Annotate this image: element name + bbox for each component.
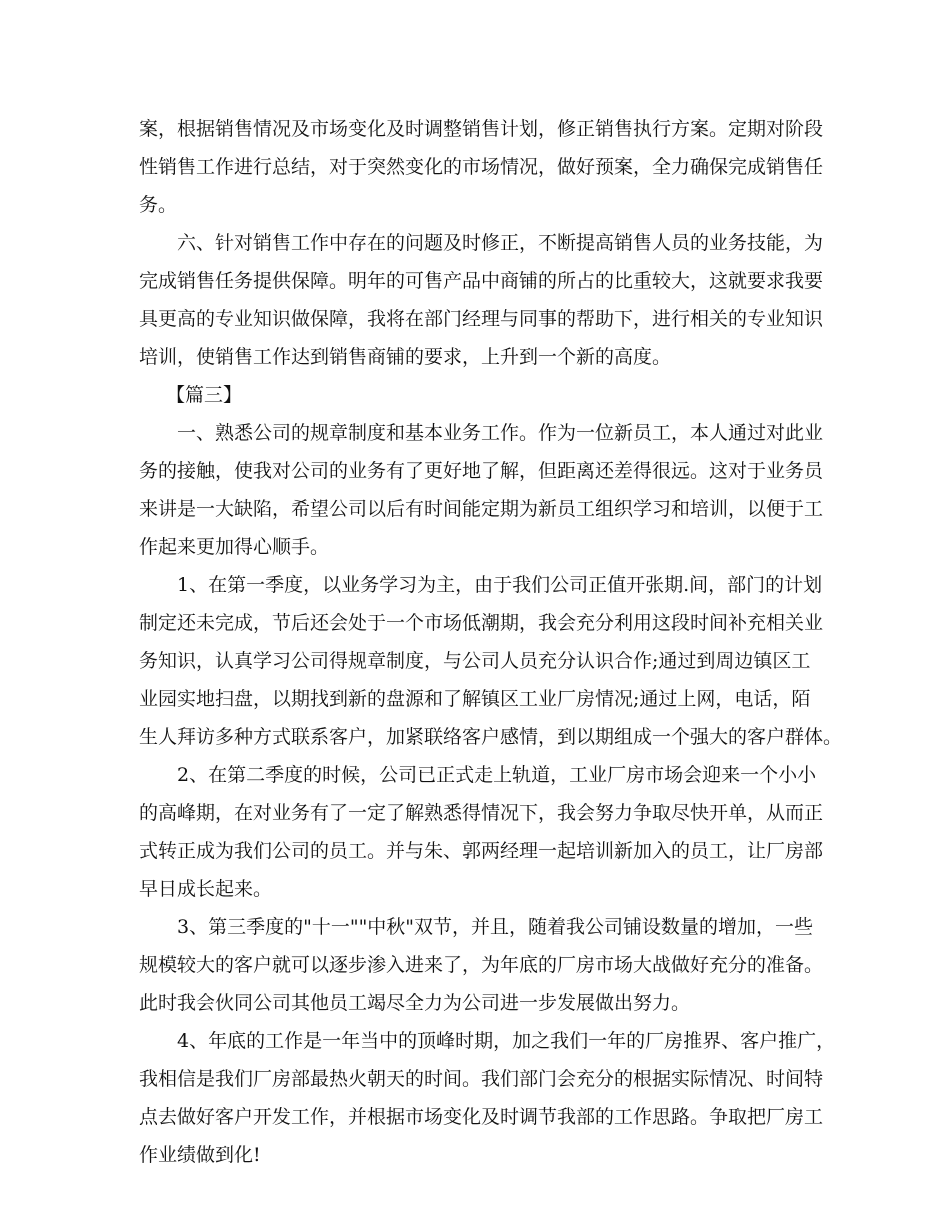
text-line: 一、熟悉公司的规章制度和基本业务工作。作为一位新员工，本人通过对此业 xyxy=(177,422,824,444)
text-line: 务的接触，使我对公司的业务有了更好地了解，但距离还差得很远。这对于业务员 xyxy=(139,460,824,482)
section-heading: 【篇三】 xyxy=(166,384,243,406)
text-line: 完成销售任务提供保障。明年的可售产品中商铺的所占的比重较大，这就要求我要 xyxy=(139,270,824,292)
text-line: 务。 xyxy=(139,194,178,216)
text-line: 3、第三季度的"十一""中秋"双节，并且，随着我公司铺设数量的增加，一些 xyxy=(177,916,814,938)
text-line: 作业绩做到化! xyxy=(139,1144,261,1166)
text-line: 1、在第一季度，以业务学习为主，由于我们公司正值开张期.间，部门的计划 xyxy=(177,574,823,596)
text-line: 规模较大的客户就可以逐步渗入进来了，为年底的厂房市场大战做好充分的准备。 xyxy=(139,954,824,976)
text-line: 来讲是一大缺陷，希望公司以后有时间能定期为新员工组织学习和培训，以便于工 xyxy=(139,498,824,520)
text-line: 性销售工作进行总结，对于突然变化的市场情况，做好预案，全力确保完成销售任 xyxy=(139,156,824,178)
text-line: 培训，使销售工作达到销售商铺的要求，上升到一个新的高度。 xyxy=(139,346,672,368)
text-line: 案，根据销售情况及市场变化及时调整销售计划，修正销售执行方案。定期对阶段 xyxy=(139,118,824,140)
text-line: 具更高的专业知识做保障，我将在部门经理与同事的帮助下，进行相关的专业知识 xyxy=(139,308,824,330)
text-line: 点去做好客户开发工作，并根据市场变化及时调节我部的工作思路。争取把厂房工 xyxy=(139,1106,824,1128)
text-line: 的高峰期，在对业务有了一定了解熟悉得情况下，我会努力争取尽快开单，从而正 xyxy=(139,802,824,824)
text-line: 此时我会伙同公司其他员工竭尽全力为公司进一步发展做出努力。 xyxy=(139,992,691,1014)
text-line: 业园实地扫盘，以期找到新的盘源和了解镇区工业厂房情况;通过上网，电话，陌 xyxy=(139,688,811,710)
text-line: 生人拜访多种方式联系客户，加紧联络客户感情，到以期组成一个强大的客户群体。 xyxy=(139,726,843,748)
text-line: 作起来更加得心顺手。 xyxy=(139,536,330,558)
text-line: 早日成长起来。 xyxy=(139,878,273,900)
text-line: 2、在第二季度的时候，公司已正式走上轨道，工业厂房市场会迎来一个小小 xyxy=(177,764,817,786)
document-body xyxy=(139,110,843,1174)
text-line: 式转正成为我们公司的员工。并与朱、郭两经理一起培训新加入的员工，让厂房部 xyxy=(139,840,824,862)
text-line: 我相信是我们厂房部最热火朝天的时间。我们部门会充分的根据实际情况、时间特 xyxy=(139,1068,824,1090)
text-line: 制定还未完成，节后还会处于一个市场低潮期，我会充分利用这段时间补充相关业 xyxy=(139,612,824,634)
text-line: 4、年底的工作是一年当中的顶峰时期，加之我们一年的厂房推界、客户推广， xyxy=(177,1030,836,1052)
text-line: 务知识，认真学习公司得规章制度，与公司人员充分认识合作;通过到周边镇区工 xyxy=(139,650,811,672)
text-line: 六、针对销售工作中存在的问题及时修正，不断提高销售人员的业务技能，为 xyxy=(177,232,824,254)
